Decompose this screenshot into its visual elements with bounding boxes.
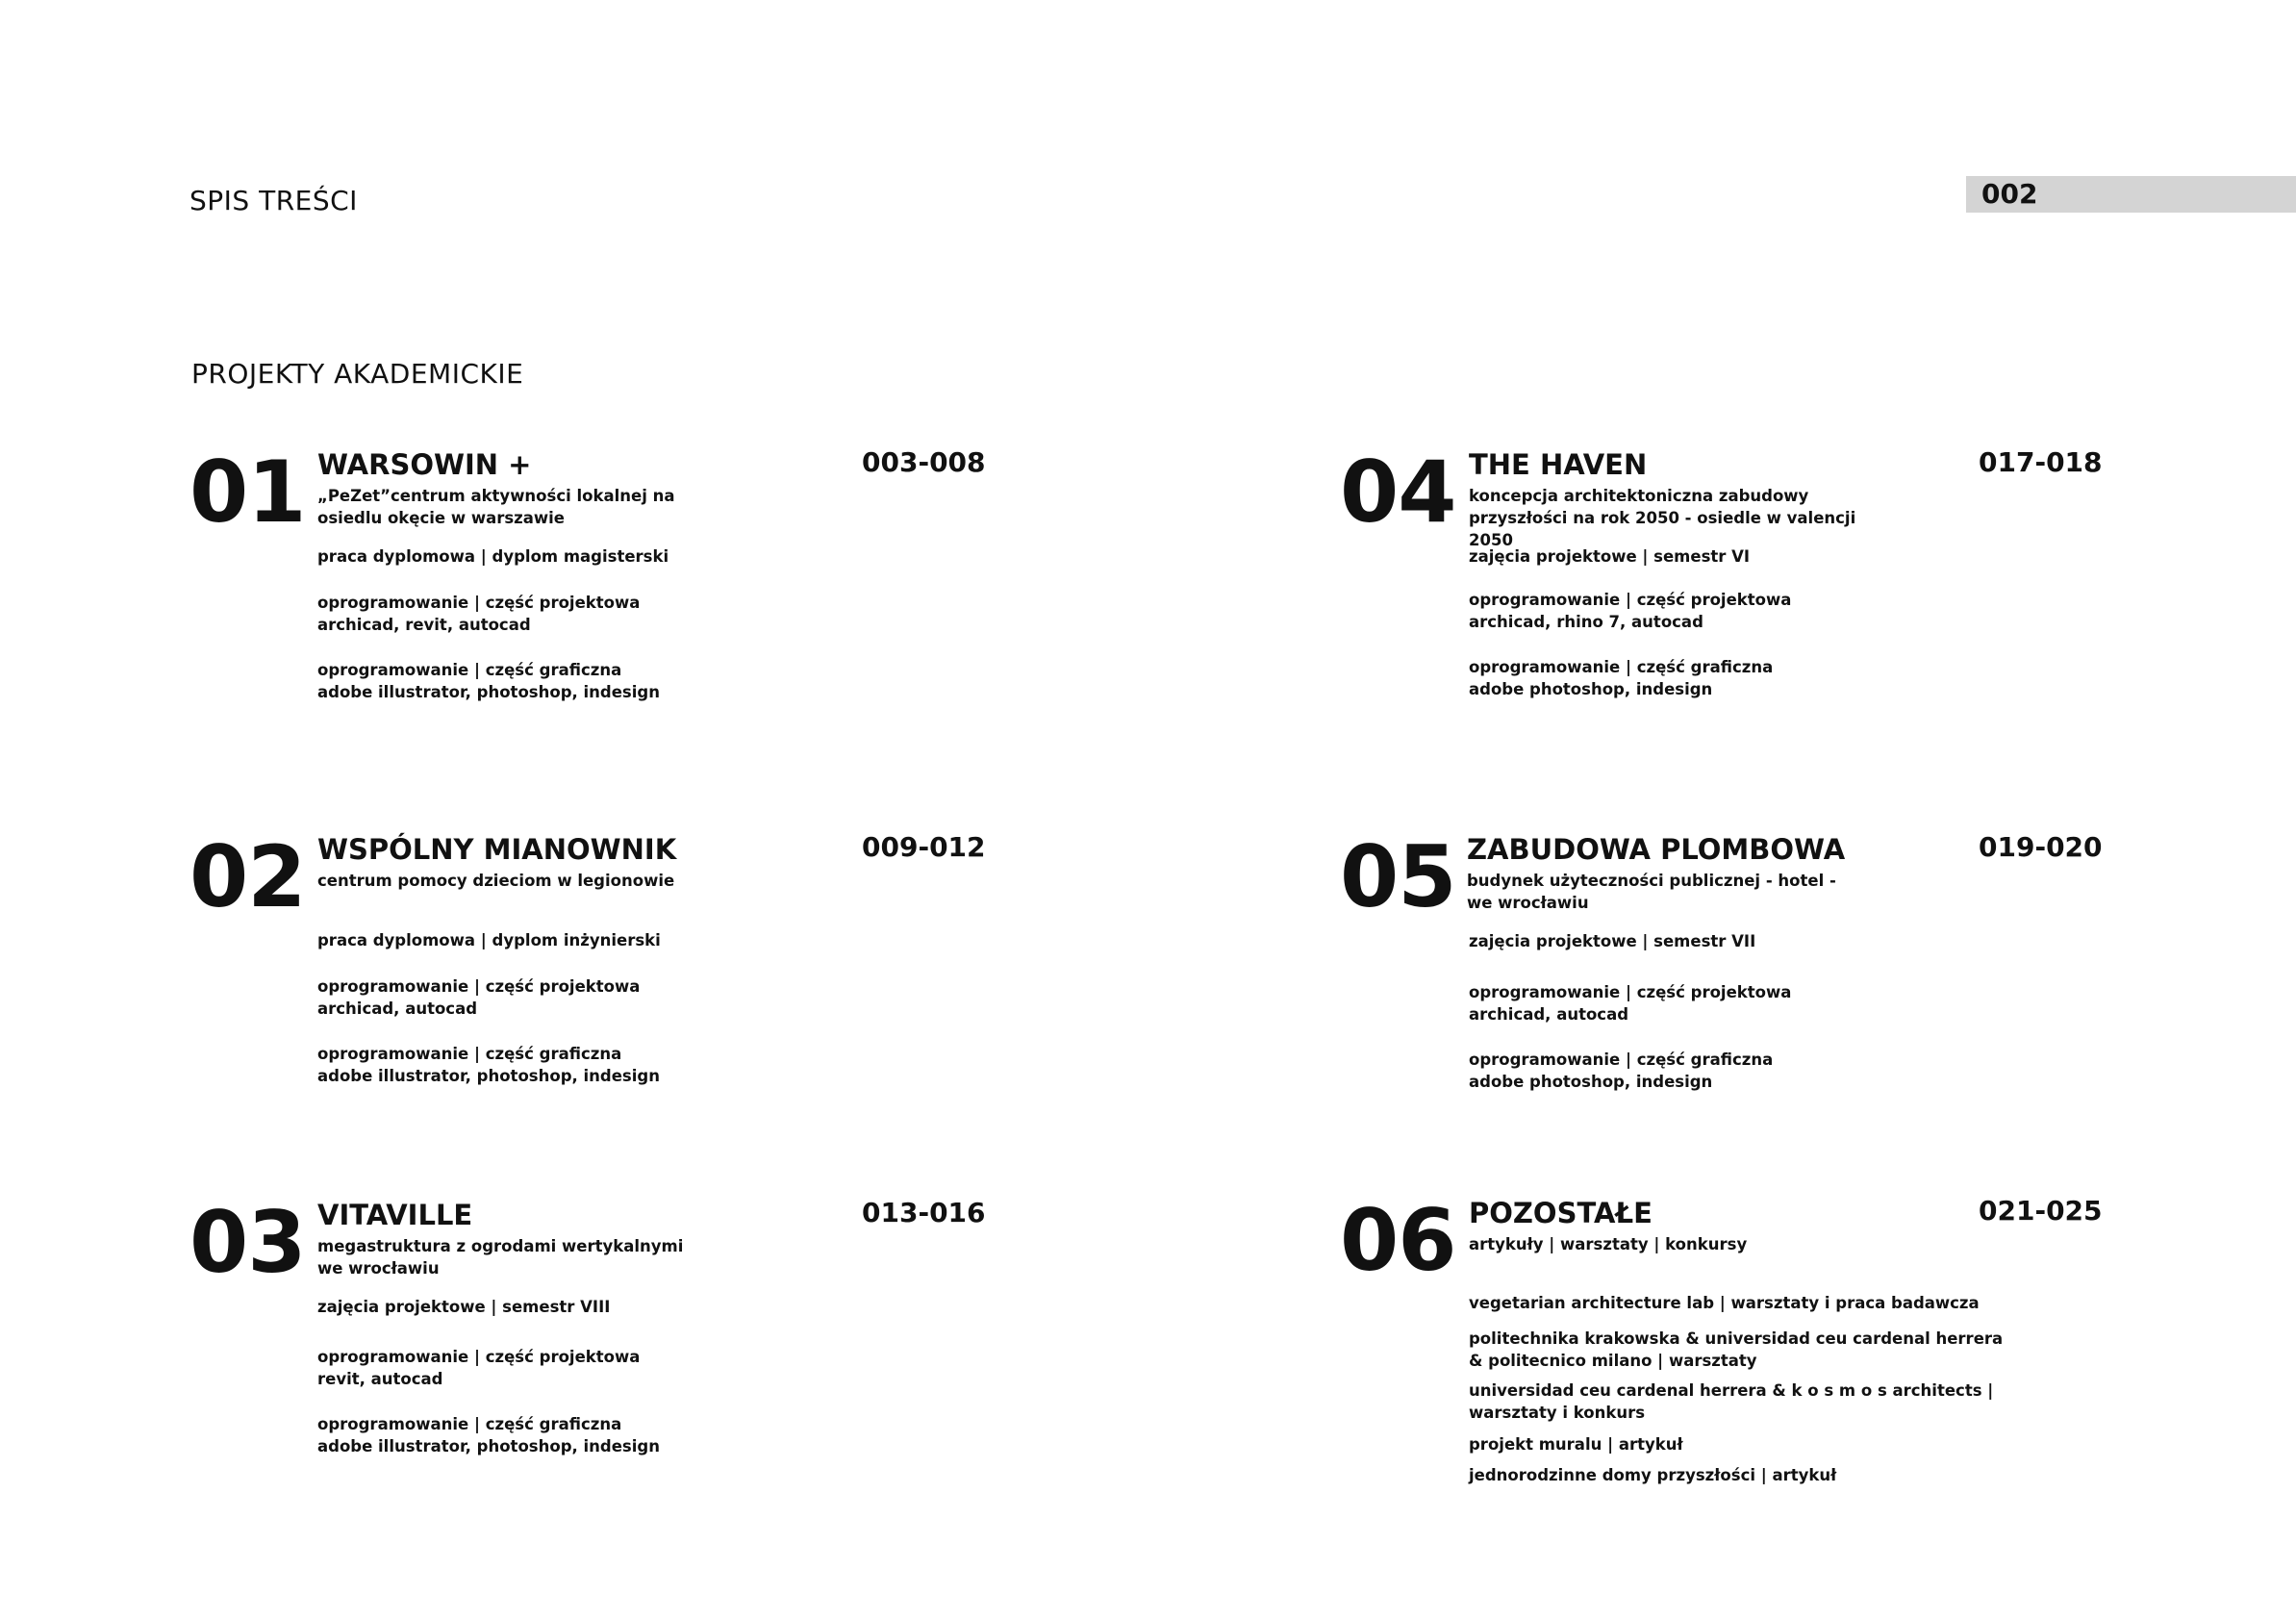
entry-line: oprogramowanie | część graficzna (317, 1045, 622, 1063)
entry-number: 01 (189, 443, 306, 542)
toc-entry-06[interactable] (1340, 1191, 2129, 1506)
entry-description: budynek użyteczności publicznej - hotel - we wrocławiu (1467, 872, 1836, 912)
entry-line: vegetarian architecture lab | warsztaty i praca badawcza (1469, 1294, 1980, 1312)
entry-line: revit, autocad (317, 1370, 443, 1388)
entry-line: oprogramowanie | część projektowa (317, 1348, 641, 1366)
entry-line: oprogramowanie | część graficzna (1469, 1050, 1774, 1069)
entry-line: praca dyplomowa | dyplom inżynierski (317, 931, 661, 949)
entry-line: archicad, autocad (1469, 1005, 1629, 1024)
entry-line: adobe illustrator, photoshop, indesign (317, 683, 660, 701)
entry-description: artykuły | warsztaty | konkursy (1469, 1235, 1748, 1253)
page-number: 002 (1981, 178, 2038, 210)
entry-line: adobe photoshop, indesign (1469, 680, 1713, 698)
page-number-tab (1966, 176, 2296, 213)
entry-line: projekt muralu | artykuł (1469, 1435, 1683, 1454)
entry-title: WARSOWIN + (317, 448, 532, 481)
entry-line: praca dyplomowa | dyplom magisterski (317, 547, 669, 566)
entry-line: zajęcia projektowe | semestr VII (1469, 932, 1756, 950)
entry-line: politechnika krakowska & universidad ceu cardenal herrera (1469, 1329, 2004, 1348)
entry-line: oprogramowanie | część graficzna (317, 661, 622, 679)
entry-title: WSPÓLNY MIANOWNIK (317, 833, 677, 866)
entry-number: 04 (1340, 443, 1456, 542)
entry-line: zajęcia projektowe | semestr VIII (317, 1298, 611, 1316)
entry-line: adobe photoshop, indesign (1469, 1073, 1713, 1091)
entry-line: oprogramowanie | część projektowa (1469, 591, 1792, 609)
toc-entry-03[interactable] (189, 1193, 986, 1470)
entry-number: 05 (1340, 827, 1456, 926)
entry-pages: 019-020 (1979, 831, 2103, 863)
entry-title: VITAVILLE (317, 1199, 473, 1231)
entry-line: oprogramowanie | część projektowa (317, 594, 641, 612)
toc-entry-02[interactable] (189, 827, 986, 1104)
page-title: SPIS TREŚCI (189, 185, 358, 216)
entry-line: jednorodzinne domy przyszłości | artykuł (1469, 1466, 1837, 1484)
entry-line: oprogramowanie | część projektowa (317, 977, 641, 996)
entry-line: oprogramowanie | część graficzna (1469, 658, 1774, 676)
toc-entry-04[interactable] (1340, 443, 2129, 720)
entry-description: centrum pomocy dzieciom w legionowie (317, 872, 675, 890)
entry-line: adobe illustrator, photoshop, indesign (317, 1437, 660, 1455)
entry-number: 03 (189, 1193, 306, 1292)
toc-entry-05[interactable] (1340, 827, 2129, 1104)
entry-line: archicad, revit, autocad (317, 616, 531, 634)
entry-line: oprogramowanie | część projektowa (1469, 983, 1792, 1001)
section-title: PROJEKTY AKADEMICKIE (191, 358, 524, 390)
entry-description: koncepcja architektoniczna zabudowy przyszłości na rok 2050 - osiedle w valencji 2050 (1469, 487, 1856, 549)
entry-line: universidad ceu cardenal herrera & k o s m o s architects | (1469, 1381, 1994, 1400)
entry-pages: 003-008 (862, 446, 986, 478)
entry-title: THE HAVEN (1469, 448, 1648, 481)
entry-number: 02 (189, 827, 306, 926)
entry-number: 06 (1340, 1191, 1456, 1290)
entry-line: zajęcia projektowe | semestr VI (1469, 547, 1751, 566)
entry-description: „PeZet”centrum aktywności lokalnej na osiedlu okęcie w warszawie (317, 487, 675, 527)
entry-title: POZOSTAŁE (1469, 1197, 1653, 1229)
entry-line: oprogramowanie | część graficzna (317, 1415, 622, 1433)
entry-line: archicad, rhino 7, autocad (1469, 613, 1703, 631)
toc-entry-01[interactable] (189, 443, 986, 720)
entry-line: & politecnico milano | warsztaty (1469, 1352, 1757, 1370)
entry-pages: 017-018 (1979, 446, 2103, 478)
entry-title: ZABUDOWA PLOMBOWA (1467, 833, 1846, 866)
entry-description: megastruktura z ogrodami wertykalnymi we wrocławiu (317, 1237, 684, 1278)
entry-pages: 021-025 (1979, 1195, 2103, 1227)
entry-pages: 009-012 (862, 831, 986, 863)
entry-pages: 013-016 (862, 1197, 986, 1228)
entry-line: warsztaty i konkurs (1469, 1404, 1646, 1422)
entry-line: adobe illustrator, photoshop, indesign (317, 1067, 660, 1085)
entry-line: archicad, autocad (317, 1000, 478, 1018)
